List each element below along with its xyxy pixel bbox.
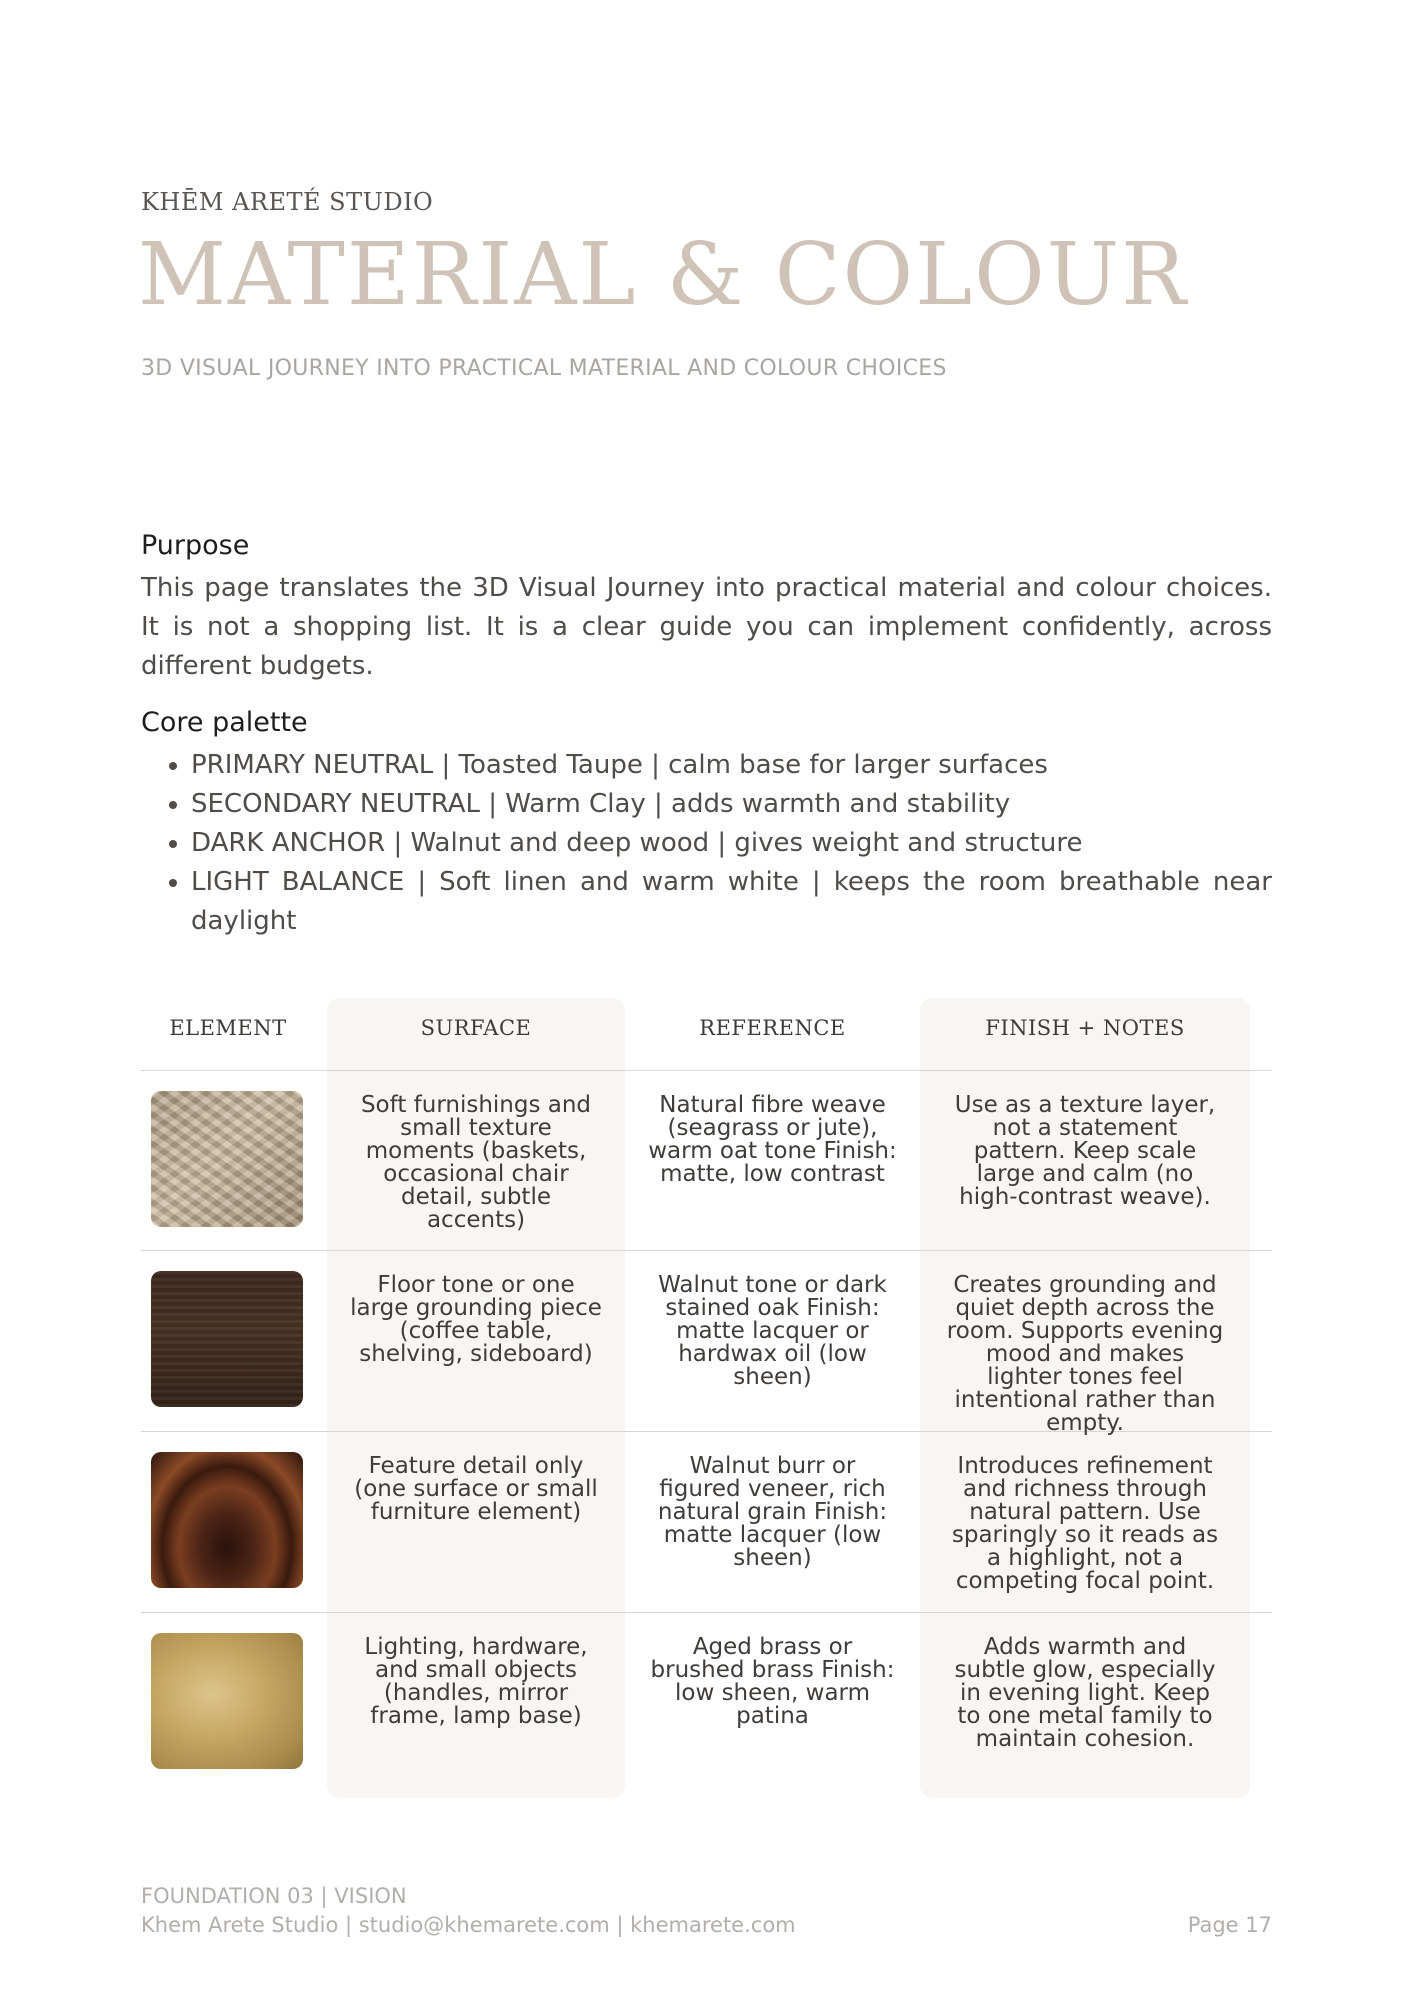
footer-section-label: FOUNDATION 03 | VISION (141, 1884, 407, 1908)
notes-cell: Adds warmth and subtle glow, especially in evening light. Keep to one metal family to maintain cohesion. (954, 1634, 1216, 1752)
core-palette-list (141, 746, 1272, 941)
walnut-burr-swatch (151, 1452, 303, 1588)
palette-item: • SECONDARY NEUTRAL | Warm Clay | adds warmth and stability (191, 785, 1272, 824)
reference-cell: Walnut tone or dark stained oak Finish: matte lacquer or hardwax oil (low sheen) (658, 1272, 887, 1390)
notes-cell: Creates grounding and quiet depth across the room. Supports evening mood and makes lighter tones feel intentional rather than empty. (946, 1272, 1224, 1436)
header-element: ELEMENT (169, 1016, 287, 1040)
header-reference: REFERENCE (699, 1016, 846, 1040)
reference-cell: Natural fibre weave (seagrass or jute), warm oat tone Finish: matte, low contrast (648, 1092, 897, 1187)
purpose-heading: Purpose (141, 530, 250, 561)
surface-cell: Floor tone or one large grounding piece (coffee table, shelving, sideboard) (350, 1272, 602, 1367)
reference-cell: Aged brass or brushed brass Finish: low sheen, warm patina (650, 1634, 895, 1729)
core-palette-section (141, 707, 1272, 941)
footer-contact: Khem Arete Studio | studio@khemarete.com | khemarete.com (141, 1913, 796, 1937)
core-palette-heading: Core palette (141, 707, 308, 738)
purpose-text: This page translates the 3D Visual Journey into practical material and colour choices. It is not a shopping list. It is a clear guide you can implement confidently, across different budgets. (141, 573, 1272, 681)
row-divider (141, 1612, 1272, 1613)
palette-item: • PRIMARY NEUTRAL | Toasted Taupe | calm base for larger surfaces (191, 746, 1272, 785)
page-subtitle: 3D VISUAL JOURNEY INTO PRACTICAL MATERIAL AND COLOUR CHOICES (141, 356, 947, 381)
row-divider (141, 1250, 1272, 1251)
palette-item: • DARK ANCHOR | Walnut and deep wood | gives weight and structure (191, 824, 1272, 863)
notes-cell: Use as a texture layer, not a statement pattern. Keep scale large and calm (no high-contrast weave). (954, 1092, 1216, 1210)
row-divider (141, 1070, 1272, 1071)
aged-brass-swatch (151, 1633, 303, 1769)
purpose-section (141, 530, 1272, 686)
natural-fibre-weave-swatch (151, 1091, 303, 1227)
surface-cell: Lighting, hardware, and small objects (handles, mirror frame, lamp base) (364, 1634, 588, 1729)
notes-cell: Introduces refinement and richness through natural pattern. Use sparingly so it reads as a highlight, not a competing focal point. (951, 1453, 1219, 1594)
studio-name: KHĒM ARETÉ STUDIO (141, 188, 434, 216)
page-title: MATERIAL & COLOUR (138, 225, 1188, 325)
surface-cell: Soft furnishings and small texture moments (baskets, occasional chair detail, subtle accents) (360, 1092, 592, 1233)
walnut-wood-swatch (151, 1271, 303, 1407)
surface-cell: Feature detail only (one surface or small furniture element) (354, 1453, 598, 1525)
header-finish-notes: FINISH + NOTES (985, 1016, 1185, 1040)
material-table (141, 998, 1272, 1798)
palette-item: • LIGHT BALANCE | Soft linen and warm white | keeps the room breathable near daylight (191, 863, 1272, 941)
header-surface: SURFACE (420, 1016, 532, 1040)
page-number: Page 17 (1187, 1913, 1272, 1937)
reference-cell: Walnut burr or figured veneer, rich natural grain Finish: matte lacquer (low sheen) (657, 1453, 888, 1571)
